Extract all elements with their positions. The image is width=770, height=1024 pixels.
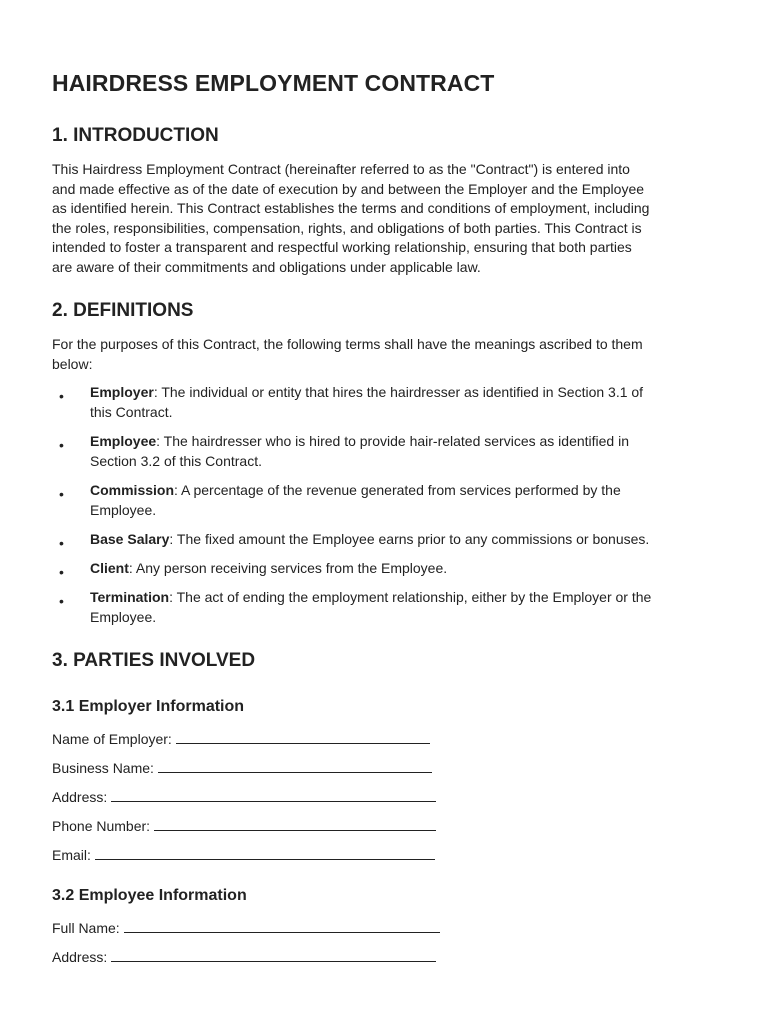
bullet-icon: • <box>59 437 64 453</box>
field-label: Name of Employer: <box>52 731 172 747</box>
definition-text <box>90 588 720 627</box>
paragraph-line: and made effective as of the date of execution by and between the Employer and the Employee <box>52 180 645 197</box>
bullet-icon: • <box>59 593 64 609</box>
paragraph-line: the roles, responsibilities, compensation, rights, and obligations of both parties. This Contract is <box>52 219 642 236</box>
bullet-icon: • <box>59 486 64 502</box>
definition-term: Base Salary <box>90 531 170 547</box>
name-of-employer-blank[interactable] <box>176 730 430 744</box>
definition-body: : Any person receiving services from the Employee. <box>128 560 448 576</box>
employee-address-field[interactable] <box>52 948 436 968</box>
definition-body: this Contract. <box>90 403 173 420</box>
section-heading-parties: 3. PARTIES INVOLVED <box>52 650 256 671</box>
definition-text <box>90 559 720 579</box>
definition-text <box>90 530 720 550</box>
email-field[interactable] <box>52 846 435 866</box>
email-blank[interactable] <box>95 846 435 860</box>
paragraph-line: This Hairdress Employment Contract (hereinafter referred to as the "Contract") is entered into <box>52 161 630 177</box>
definition-term: Employee <box>90 433 157 449</box>
definition-body: Employee. <box>90 501 157 518</box>
paragraph-line: as identified herein. This Contract establishes the terms and conditions of employment, including <box>52 200 650 216</box>
field-label: Full Name: <box>52 920 120 936</box>
phone-number-field[interactable] <box>52 817 436 837</box>
employer-name-field[interactable] <box>52 730 430 750</box>
definition-body: : The hairdresser who is hired to provide hair-related services as identified in <box>156 433 630 449</box>
employer-address-blank[interactable] <box>111 788 436 802</box>
definition-term: Employer <box>90 384 154 400</box>
definition-term: Client <box>90 560 129 576</box>
paragraph-line: are aware of their commitments and obligations under applicable law. <box>52 258 481 275</box>
section-heading-definitions: 2. DEFINITIONS <box>52 300 194 321</box>
bullet-icon: • <box>59 564 64 580</box>
business-name-blank[interactable] <box>158 759 432 773</box>
definition-term: Termination <box>90 589 170 605</box>
field-label: Business Name: <box>52 760 154 776</box>
phone-number-blank[interactable] <box>154 817 436 831</box>
employee-full-name-field[interactable] <box>52 919 440 939</box>
field-label: Address: <box>52 949 108 965</box>
bullet-icon: • <box>59 388 64 404</box>
introduction-paragraph <box>52 160 722 277</box>
employer-address-field[interactable] <box>52 788 436 808</box>
definition-text <box>90 432 720 471</box>
definition-term: Commission <box>90 482 175 498</box>
full-name-blank[interactable] <box>124 919 440 933</box>
definition-body: : The individual or entity that hires the hairdresser as identified in Section 3.1 of <box>153 384 644 400</box>
paragraph-line: below: <box>52 355 93 372</box>
field-label: Address: <box>52 789 108 805</box>
definition-body: : The act of ending the employment relationship, either by the Employer or the <box>169 589 652 605</box>
definition-text <box>90 383 720 422</box>
subsection-heading-employer: 3.1 Employer Information <box>52 698 245 715</box>
employee-address-blank[interactable] <box>111 948 436 962</box>
bullet-icon: • <box>59 535 64 551</box>
definition-text <box>90 481 720 520</box>
business-name-field[interactable] <box>52 759 432 779</box>
definitions-lead <box>52 335 722 374</box>
definition-body: Employee. <box>90 608 157 625</box>
field-label: Phone Number: <box>52 818 151 834</box>
document-title: HAIRDRESS EMPLOYMENT CONTRACT <box>52 70 495 96</box>
definition-body: Section 3.2 of this Contract. <box>90 452 262 469</box>
definition-body: : A percentage of the revenue generated from services performed by the <box>174 482 621 498</box>
field-label: Email: <box>52 847 91 863</box>
definition-body: : The fixed amount the Employee earns prior to any commissions or bonuses. <box>169 531 650 547</box>
section-heading-introduction: 1. INTRODUCTION <box>52 125 219 146</box>
paragraph-line: intended to foster a transparent and respectful working relationship, ensuring that both parties <box>52 239 632 255</box>
paragraph-line: For the purposes of this Contract, the following terms shall have the meanings ascribed to them <box>52 336 643 352</box>
subsection-heading-employee: 3.2 Employee Information <box>52 887 247 904</box>
